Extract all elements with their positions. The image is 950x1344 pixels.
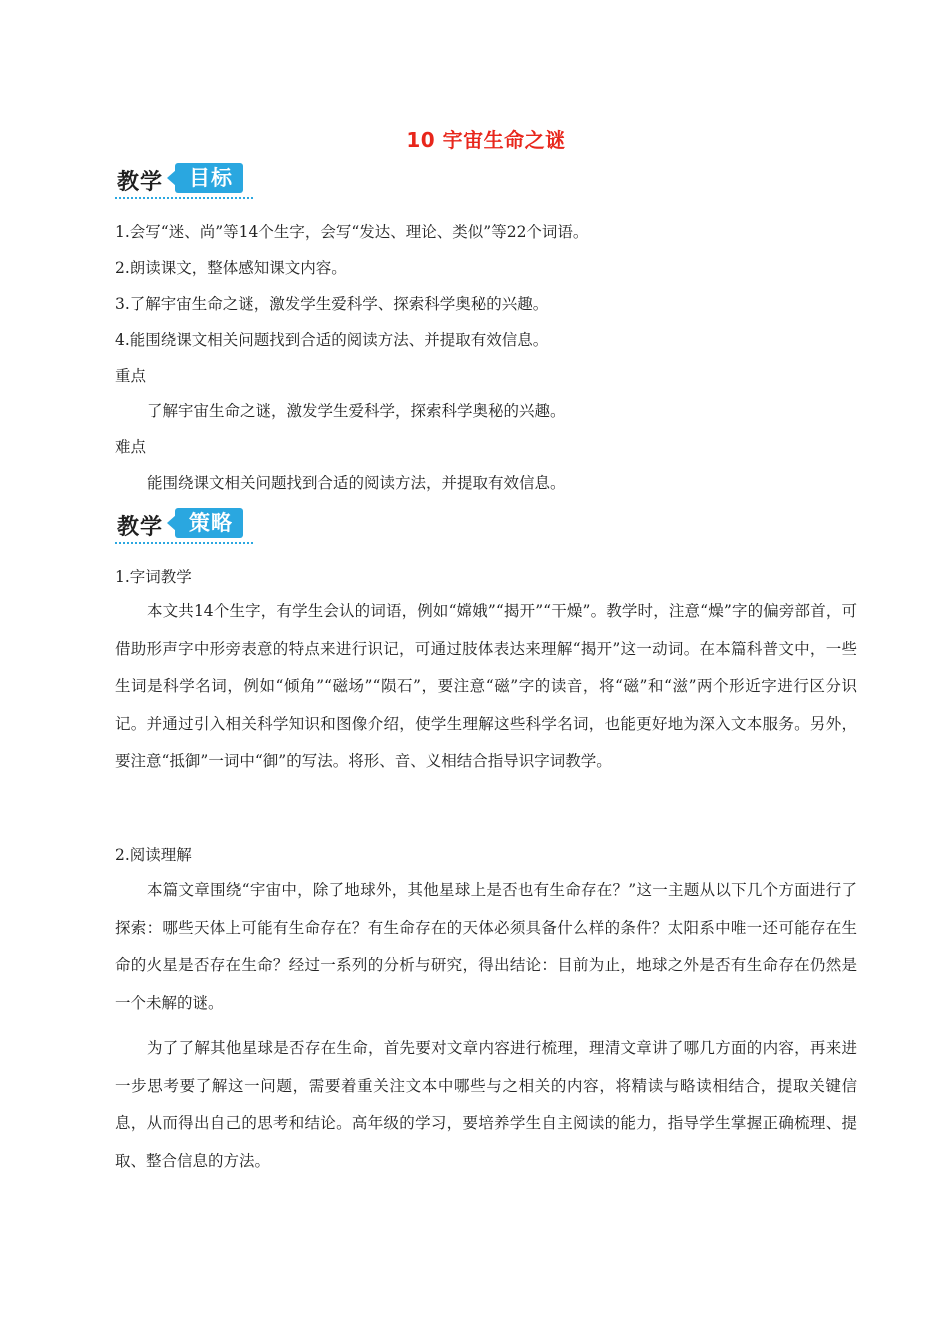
difficulty-text: 能围绕课文相关问题找到合适的阅读方法，并提取有效信息。 [147, 474, 566, 492]
section-header-badge: 策略 [175, 508, 243, 538]
goal-item: 4.能围绕课文相关问题找到合适的阅读方法、并提取有效信息。 [115, 331, 549, 349]
strategy-paragraph: 本文共14个生字，有学生会认的词语，例如“嫦娥”“揭开”“干燥”。教学时，注意“燥”字的偏旁部首，可借助形声字中形旁表意的特点来进行识记，可通过肢体表达来理解“揭开”这一动词。在本篇科普文中，一些生词是科学名词，例如“倾角”“磁场”“陨石”，要注意“磁”字的读音，将“磁”和“滋”两个形近字进行区分识记。并通过引入相关科学知识和图像介绍，使学生理解这些科学名词，也能更好地为深入文本服务。另外，要注意“抵御”一词中“御”的写法。将形、音、义相结合指导识字词教学。 [115, 602, 857, 770]
strategy-item-title: 2.阅读理解 [115, 846, 192, 864]
dotted-underline [115, 542, 253, 544]
key-point-label: 重点 [115, 367, 147, 385]
difficulty-label: 难点 [115, 438, 147, 456]
goal-item: 3.了解宇宙生命之谜，激发学生爱科学、探索科学奥秘的兴趣。 [115, 295, 549, 313]
goal-item: 1.会写“迷、尚”等14个生字，会写“发达、理论、类似”等22个词语。 [115, 223, 589, 241]
section-header-goals [115, 163, 255, 203]
key-point-text: 了解宇宙生命之谜，激发学生爱科学，探索科学奥秘的兴趣。 [147, 402, 566, 420]
dotted-underline [115, 197, 253, 199]
section-header-label: 教学 [117, 515, 164, 540]
page-title: 10 宇宙生命之谜 [406, 128, 566, 152]
strategy-paragraph: 为了了解其他星球是否存在生命，首先要对文章内容进行梳理，理清文章讲了哪几方面的内容，再来进一步思考要了解这一问题，需要着重关注文本中哪些与之相关的内容，将精读与略读相结合，提取关键信息，从而得出自己的思考和结论。高年级的学习，要培养学生自主阅读的能力，指导学生掌握正确梳理、提取、整合信息的方法。 [115, 1039, 857, 1170]
section-header-badge: 目标 [175, 163, 243, 193]
strategy-paragraph: 本篇文章围绕“宇宙中，除了地球外，其他星球上是否也有生命存在？”这一主题从以下几个方面进行了探索：哪些天体上可能有生命存在？有生命存在的天体必须具备什么样的条件？太阳系中唯一还可能存在生命的火星是否存在生命？经过一系列的分析与研究，得出结论：目前为止，地球之外是否有生命存在仍然是一个未解的谜。 [115, 881, 857, 1012]
goal-item: 2.朗读课文，整体感知课文内容。 [115, 259, 347, 277]
strategy-item-title: 1.字词教学 [115, 568, 192, 586]
section-header-label: 教学 [117, 170, 164, 195]
section-header-strategy [115, 508, 255, 548]
